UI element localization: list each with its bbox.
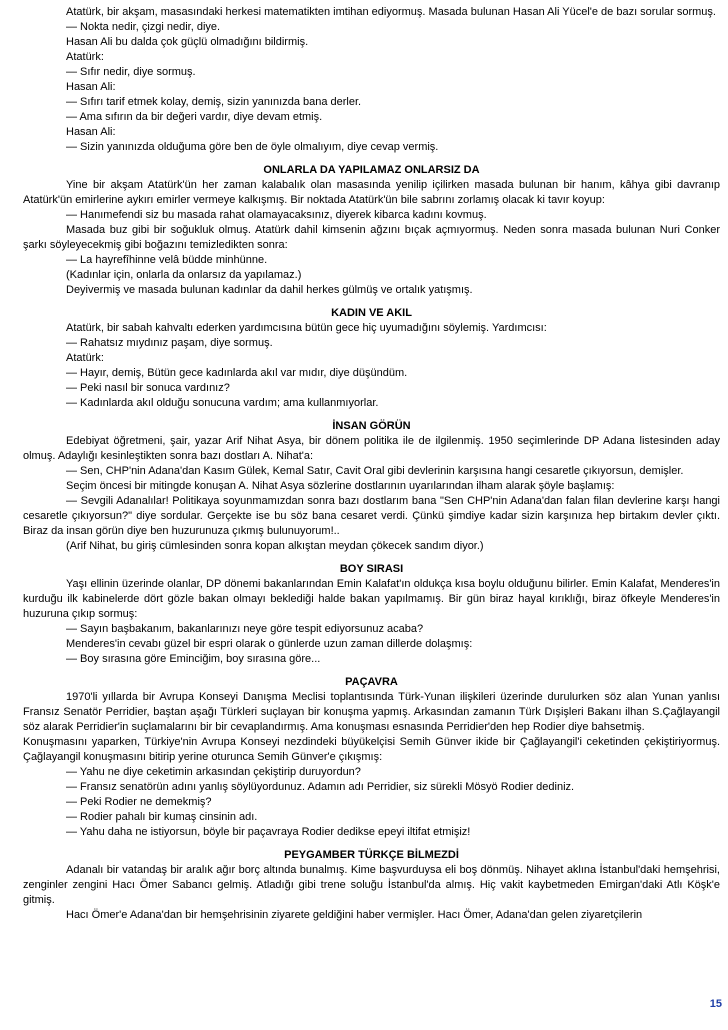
dialogue-line: — Kadınlarda akıl olduğu sonucuna vardım; ama kullanmıyorlar. [66,397,379,409]
section-title: PEYGAMBER TÜRKÇE BİLMEZDİ [284,849,459,861]
paragraph: Konuşmasını yaparken, Türkiye'nin Avrupa Konseyi nezdindeki büyükelçisi Semih Günver ikide bir Çağlayangil'i ceketinden çekiştiriyormuş. Çağlayangil konuşmasını bitirip yerine oturunca Semih Günver'e çıkışmış: [23,736,720,763]
anecdote-section [23,163,720,298]
anecdote-section [23,848,720,923]
dialogue-line: — Peki nasıl bir sonuca vardınız? [66,382,230,394]
dialogue-line: — Sizin yanınızda olduğuma göre ben de öyle olmalıyım, diye cevap vermiş. [66,141,439,153]
dialogue-line: — Yahu daha ne istiyorsun, böyle bir paçavraya Rodier dedikse epeyi iltifat etmişiz! [66,826,471,838]
dialogue-line: — Rahatsız mıydınız paşam, diye sormuş. [66,337,273,349]
paragraph: 1970'li yıllarda bir Avrupa Konseyi Danışma Meclisi toplantısında Türk-Yunan ilişkileri üzerinde durulurken söz alan Yunan yanlısı Fransız Senatör Perridier, baştan aşağı Türkleri suçlayan bir konuşma yapmış. Arkasından zamanın Türk Dışişleri Bakanı ilhan S.Çağlayangil söz alarak Perridier'in suçlamalarını bir bir cevaplandırmış. Ama konuşması esnasında Perridier'den hep Rodier diye bahsetmiş. [23,691,720,733]
dialogue-line: — Sayın başbakanım, bakanlarınızı neye göre tespit ediyorsunuz acaba? [66,623,424,635]
anecdote-section [23,306,720,411]
paragraph: Hacı Ömer'e Adana'dan bir hemşehrisinin ziyarete geldiğini haber vermişler. Hacı Ömer, Adana'dan gelen ziyaretçilerin [66,909,643,921]
dialogue-line: Hasan Ali: [66,81,116,93]
dialogue-line: Atatürk: [66,352,104,364]
paragraph: Adanalı bir vatandaş bir aralık ağır borç altında bunalmış. Kime başvurduysa eli boş dönmüş. Nihayet aklına İstanbul'daki hemşehrisi, zenginler zengini Hacı Ömer Sabancı gelmiş. Atladığı gibi trene soluğu İstanbul'da almış. Hiç vakit kaybetmeden Emirgan'daki Atlı Köşk'e gitmiş. [23,864,720,906]
section-title: İNSAN GÖRÜN [332,420,411,432]
paragraph: Masada buz gibi bir soğukluk olmuş. Atatürk dahil kimsenin ağzını bıçak açmıyormuş. Neden sonra masada bulunan Nuri Conker şarkı söyleyecekmiş gibi boğazını temizledikten sonra: [23,224,720,251]
anecdote-section [23,5,720,155]
dialogue-line: Hasan Ali bu dalda çok güçlü olmadığını bildirmiş. [66,36,309,48]
paragraph: — Sen, CHP'nin Adana'dan Kasım Gülek, Kemal Satır, Cavit Oral gibi devlerinin karşısına hangi cesaretle çıkıyorsun, demişler. [66,465,684,477]
dialogue-line: — Peki Rodier ne demekmiş? [66,796,212,808]
dialogue-line: — Hanımefendi siz bu masada rahat olamayacaksınız, diyerek kibarca kadını kovmuş. [66,209,487,221]
paragraph: Edebiyat öğretmeni, şair, yazar Arif Nihat Asya, bir dönem politika ile de ilgilenmiş. 1950 seçimlerinde DP Adana listesinden aday olmuş. Adaylığı kesinleştikten sonra bazı dostları A. Nihat'a: [23,435,720,462]
section-title: PAÇAVRA [345,676,398,688]
paragraph: Yaşı ellinin üzerinde olanlar, DP dönemi bakanlarından Emin Kalafat'ın oldukça kısa boylu olduğunu bilirler. Emin Kalafat, Menderes'in kurduğu ilk kabinelerde dört gözle bakan olmayı beklediği halde bakan yapılmamış. Bir gün biraz hayal kırıklığı, biraz öfkeyle Menderes'in huzuruna çıkıp sormuş: [23,578,720,620]
dialogue-line: — Nokta nedir, çizgi nedir, diye. [66,21,221,33]
anecdote-section [23,562,720,667]
dialogue-line: — Ama sıfırın da bir değeri vardır, diye devam etmiş. [66,111,323,123]
dialogue-line: — Hayır, demiş, Bütün gece kadınlarda akıl var mıdır, diye düşündüm. [66,367,408,379]
section-title: KADIN VE AKIL [331,307,412,319]
dialogue-line: — Sıfırı tarif etmek kolay, demiş, sizin yanınızda bana derler. [66,96,362,108]
dialogue-line: — La hayrefîhinne velâ büdde minhünne. [66,254,268,266]
dialogue-line: — Sıfır nedir, diye sormuş. [66,66,196,78]
dialogue-line: Menderes'in cevabı güzel bir espri olarak o günlerde uzun zaman dillerde dolaşmış: [66,638,473,650]
dialogue-line: Atatürk: [66,51,104,63]
section-title: ONLARLA DA YAPILAMAZ ONLARSIZ DA [263,164,480,176]
dialogue-line: Seçim öncesi bir mitingde konuşan A. Nihat Asya sözlerine dostlarının uyarılarından ilham alarak şöyle başlamış: [66,480,615,492]
anecdote-section [23,419,720,554]
page-number: 15 [709,998,722,1010]
dialogue-line: (Kadınlar için, onlarla da onlarsız da yapılamaz.) [66,269,302,281]
paragraph: — Sevgili Adanalılar! Politikaya soyunmamızdan sonra bazı dostlarım bana "Sen CHP'nin Adana'dan falan filan devlerine karşı hangi cesaretle çıkıyorsun?" diye sordular. Gerçekte ise bu söz bana cesaret verdi. Çünkü şimdiye kadar sizin karşınıza hep birtakım devler çıktı. Biraz da insan görün diye ben huzurunuza çıkmış bulunuyorum!.. [23,495,720,537]
dialogue-line: — Rodier pahalı bir kumaş cinsinin adı. [66,811,258,823]
paragraph: Atatürk, bir akşam, masasındaki herkesi matematikten imtihan ediyormuş. Masada bulunan Hasan Ali Yücel'e de bazı sorular sormuş. [66,6,716,18]
paragraph: Yine bir akşam Atatürk'ün her zaman kalabalık olan masasında yenilip içilirken masada bulunan bir hanım, kâhya gibi davranıp Atatürk'ün emirlerine aykırı emirler vermeye kalkışmış. Bir noktada Atatürk'ün bile sabrını zorlamış olacak ki tavır koyup: [23,179,720,206]
dialogue-line: — Fransız senatörün adını yanlış söylüyordunuz. Adamın adı Perridier, siz sürekli Mösyö Rodier dediniz. [66,781,575,793]
dialogue-line: — Boy sırasına göre Eminciğim, boy sırasına göre... [66,653,321,665]
dialogue-line: Atatürk, bir sabah kahvaltı ederken yardımcısına bütün gece hiç uyumadığını söylemiş. Yardımcısı: [66,322,547,334]
page-content [23,0,720,923]
dialogue-line: — Yahu ne diye ceketimin arkasından çekiştirip duruyordun? [66,766,361,778]
dialogue-line: Hasan Ali: [66,126,116,138]
anecdote-section [23,675,720,840]
section-title: BOY SIRASI [339,563,404,575]
dialogue-line: (Arif Nihat, bu giriş cümlesinden sonra kopan alkıştan meydan çökecek sandım diyor.) [66,540,484,552]
dialogue-line: Deyivermiş ve masada bulunan kadınlar da dahil herkes gülmüş ve ortalık yatışmış. [66,284,473,296]
